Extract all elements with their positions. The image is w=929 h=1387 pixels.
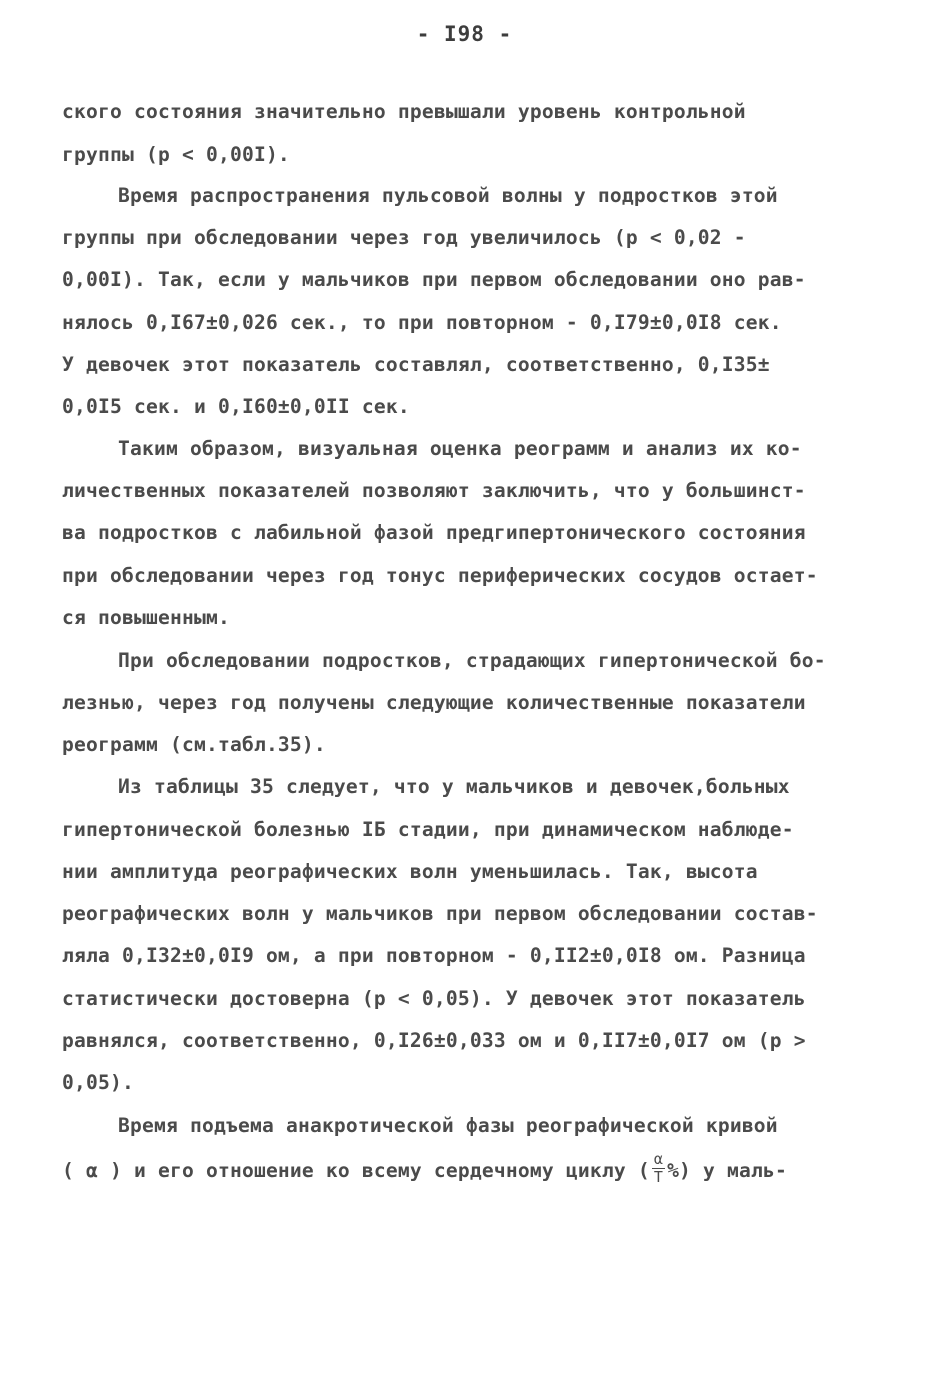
page-number: - I98 - bbox=[416, 22, 513, 46]
text-line: гипертонической болезнью IБ стадии, при динамическом наблюде- bbox=[62, 818, 794, 841]
text-line: 0,00I). Так, если у мальчиков при первом обследовании оно рав- bbox=[62, 268, 806, 291]
text-line: 0,05). bbox=[62, 1071, 134, 1094]
text-line: ляла 0,I32±0,0I9 ом, а при повторном - 0,II2±0,0I8 ом. Разница bbox=[62, 944, 806, 967]
text-line: группы при обследовании через год увеличилось (р < 0,02 - bbox=[62, 226, 746, 249]
text-line: Из таблицы 35 следует, что у мальчиков и девочек,больных bbox=[118, 775, 790, 798]
fraction-numerator: α bbox=[653, 1150, 664, 1168]
text-line: группы (р < 0,00I). bbox=[62, 143, 290, 166]
line-part: ( α ) и его отношение ко всему сердечному циклу ( bbox=[62, 1159, 650, 1182]
text-line: ся повышенным. bbox=[62, 606, 230, 629]
text-line: нии амплитуда реографических волн уменьшилась. Так, высота bbox=[62, 860, 758, 883]
text-line: ва подростков с лабильной фазой предгипертонического состояния bbox=[62, 521, 806, 544]
text-line: при обследовании через год тонус периферических сосудов остает- bbox=[62, 564, 818, 587]
text-line: лезнью, через год получены следующие количественные показатели bbox=[62, 691, 806, 714]
fraction bbox=[652, 1152, 665, 1185]
text-line: При обследовании подростков, страдающих гипертонической бо- bbox=[118, 649, 826, 672]
text-line: личественных показателей позволяют заключить, что у большинст- bbox=[62, 479, 806, 502]
text-line: реографических волн у мальчиков при первом обследовании состав- bbox=[62, 902, 818, 925]
text-line: нялось 0,I67±0,026 сек., то при повторном - 0,I79±0,0I8 сек. bbox=[62, 311, 782, 334]
text-line: ского состояния значительно превышали уровень контрольной bbox=[62, 100, 746, 123]
text-line: Время распространения пульсовой волны у подростков этой bbox=[118, 184, 778, 207]
text-line: Таким образом, визуальная оценка реограмм и анализ их ко- bbox=[118, 437, 802, 460]
text-line: У девочек этот показатель составлял, соответственно, 0,I35± bbox=[62, 353, 770, 376]
text-line: статистически достоверна (р < 0,05). У девочек этот показатель bbox=[62, 987, 806, 1010]
text-line: реограмм (см.табл.35). bbox=[62, 733, 326, 756]
text-line-with-fraction bbox=[62, 1150, 788, 1186]
text-line: Время подъема анакротической фазы реографической кривой bbox=[118, 1114, 778, 1137]
line-part: %) у маль- bbox=[667, 1159, 788, 1182]
text-line: 0,0I5 сек. и 0,I60±0,0II сек. bbox=[62, 395, 410, 418]
text-line: равнялся, соответственно, 0,I26±0,033 ом и 0,II7±0,0I7 ом (р > bbox=[62, 1029, 806, 1052]
fraction-denominator: T bbox=[653, 1168, 664, 1186]
